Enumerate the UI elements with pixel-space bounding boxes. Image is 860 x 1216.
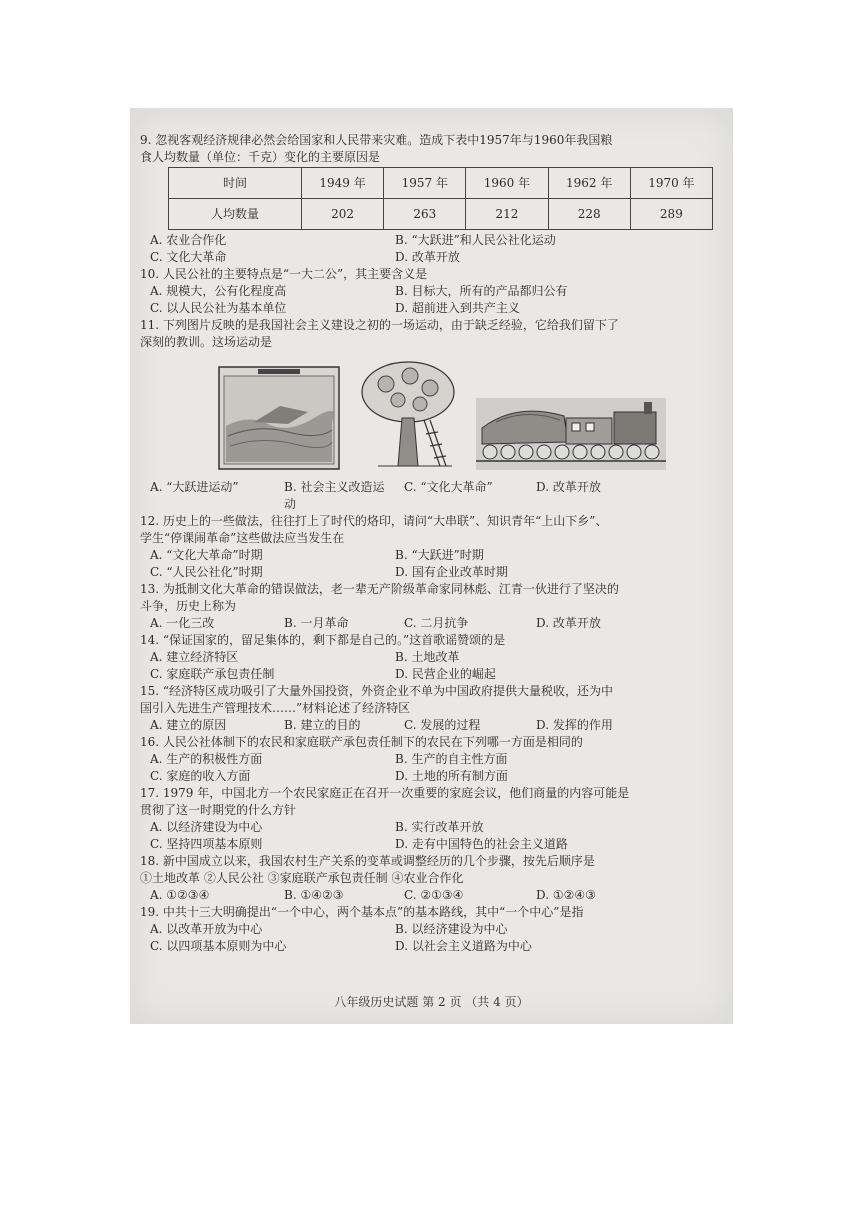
option-d[interactable]: D. 民营企业的崛起 — [395, 667, 496, 681]
question-10-options — [140, 283, 725, 317]
option-b[interactable]: B. 建立的目的 — [284, 718, 361, 732]
table-cell: 时间 — [169, 168, 302, 199]
question-9-options — [140, 232, 725, 266]
question-15 — [140, 683, 725, 734]
tree-cartoon-image — [358, 358, 458, 475]
question-17-options — [140, 819, 725, 853]
question-16 — [140, 734, 725, 785]
exam-page — [130, 108, 733, 1024]
option-d[interactable]: D. 改革开放 — [395, 250, 460, 264]
table-row — [169, 199, 713, 230]
question-18-stem: 18. 新中国成立以来，我国农村生产关系的变革或调整经历的几个步骤，按先后顺序是 — [140, 854, 595, 868]
question-11-options — [140, 479, 725, 513]
table-cell: 202 — [302, 199, 384, 230]
option-b[interactable]: B. 实行改革开放 — [395, 820, 484, 834]
question-13-stem-line2: 斗争，历史上称为 — [140, 599, 237, 613]
table-cell: 263 — [384, 199, 466, 230]
page-footer: 八年级历史试题 第 2 页 （共 4 页） — [334, 995, 529, 1009]
question-14 — [140, 632, 725, 683]
option-c[interactable]: C. 家庭的收入方面 — [150, 769, 251, 783]
question-9-stem-line2: 食人均数量（单位：千克）变化的主要原因是 — [140, 150, 381, 164]
option-b[interactable]: B. “大跃进”时期 — [395, 548, 484, 562]
question-11-stem-line1: 11. 下列图片反映的是我国社会主义建设之初的一场运动，由于缺乏经验，它给我们留下了 — [140, 318, 619, 332]
question-15-stem-line1: 15. “经济特区成功吸引了大量外国投资，外资企业不单为中国政府提供大量税收，还为中 — [140, 684, 614, 698]
question-14-options — [140, 649, 725, 683]
option-b[interactable]: B. “大跃进”和人民公社化运动 — [395, 233, 556, 247]
question-18-options — [140, 887, 725, 904]
question-18 — [140, 853, 725, 904]
question-list — [140, 132, 725, 955]
question-13 — [140, 581, 725, 632]
poster-image — [218, 366, 340, 475]
option-b[interactable]: B. 社会主义改造运动 — [284, 480, 385, 511]
option-a[interactable]: A. 规模大，公有化程度高 — [150, 284, 287, 298]
table-cell: 1949 年 — [302, 168, 384, 199]
option-b[interactable]: B. 土地改革 — [395, 650, 460, 664]
option-b[interactable]: B. 生产的自主性方面 — [395, 752, 508, 766]
table-cell: 212 — [466, 199, 548, 230]
option-b[interactable]: B. 以经济建设为中心 — [395, 922, 508, 936]
option-d[interactable]: D. 改革开放 — [536, 480, 601, 494]
question-16-stem: 16. 人民公社体制下的农民和家庭联产承包责任制下的农民在下列哪一方面是相同的 — [140, 735, 583, 749]
option-d[interactable]: D. 发挥的作用 — [536, 718, 613, 732]
table-header-row — [169, 168, 713, 199]
question-15-stem-line2: 国引入先进生产管理技术……”材料论述了经济特区 — [140, 701, 411, 715]
question-17 — [140, 785, 725, 853]
grain-per-capita-table — [168, 167, 713, 230]
question-12-options — [140, 547, 725, 581]
option-a[interactable]: A. 建立的原因 — [150, 718, 227, 732]
option-a[interactable]: A. 一化三改 — [150, 616, 215, 630]
table-cell: 1960 年 — [466, 168, 548, 199]
train-cartoon-image — [476, 398, 666, 475]
option-a[interactable]: A. “文化大革命”时期 — [150, 548, 263, 562]
option-a[interactable]: A. 建立经济特区 — [150, 650, 239, 664]
option-c[interactable]: C. 坚持四项基本原则 — [150, 837, 263, 851]
option-b[interactable]: B. 目标大，所有的产品都归公有 — [395, 284, 568, 298]
option-d[interactable]: D. 改革开放 — [536, 616, 601, 630]
option-d[interactable]: D. ①②④③ — [536, 888, 596, 902]
table-cell: 1970 年 — [630, 168, 712, 199]
option-c[interactable]: C. 以四项基本原则为中心 — [150, 939, 287, 953]
option-c[interactable]: C. 文化大革命 — [150, 250, 227, 264]
option-d[interactable]: D. 以社会主义道路为中心 — [395, 939, 532, 953]
option-c[interactable]: C. 家庭联产承包责任制 — [150, 667, 275, 681]
table-cell: 1957 年 — [384, 168, 466, 199]
option-a[interactable]: A. 生产的积极性方面 — [150, 752, 263, 766]
question-12-stem-line2: 学生“停课闹革命”这些做法应当发生在 — [140, 531, 345, 545]
option-c[interactable]: C. ②①③④ — [404, 888, 464, 902]
question-10-stem: 10. 人民公社的主要特点是“一大二公”，其主要含义是 — [140, 267, 428, 281]
question-17-stem-line1: 17. 1979 年，中国北方一个农民家庭正在召开一次重要的家庭会议，他们商量的内容可能是 — [140, 786, 630, 800]
option-d[interactable]: D. 走有中国特色的社会主义道路 — [395, 837, 568, 851]
option-a[interactable]: A. 以改革开放为中心 — [150, 922, 263, 936]
option-d[interactable]: D. 土地的所有制方面 — [395, 769, 508, 783]
question-13-options — [140, 615, 725, 632]
table-cell: 228 — [548, 199, 630, 230]
question-14-stem: 14. “保证国家的，留足集体的，剩下都是自己的。”这首歌谣赞颂的是 — [140, 633, 506, 647]
question-9-stem-line1: 9. 忽视客观经济规律必然会给国家和人民带来灾难。造成下表中1957年与1960年我国粮 — [140, 133, 613, 147]
option-d[interactable]: D. 超前进入到共产主义 — [395, 301, 520, 315]
table-cell: 289 — [630, 199, 712, 230]
question-15-options — [140, 717, 725, 734]
table-cell: 1962 年 — [548, 168, 630, 199]
option-d[interactable]: D. 国有企业改革时期 — [395, 565, 508, 579]
option-a[interactable]: A. “大跃进运动” — [150, 480, 239, 494]
question-11 — [140, 317, 725, 513]
table-cell: 人均数量 — [169, 199, 302, 230]
question-11-images — [140, 357, 725, 475]
question-19-stem: 19. 中共十三大明确提出“一个中心，两个基本点”的基本路线，其中“一个中心”是指 — [140, 905, 584, 919]
option-b[interactable]: B. ①④②③ — [284, 888, 344, 902]
question-12 — [140, 513, 725, 581]
question-11-stem-line2: 深刻的教训。这场运动是 — [140, 335, 273, 349]
option-c[interactable]: C. 二月抗争 — [404, 616, 469, 630]
question-12-stem-line1: 12. 历史上的一些做法，往往打上了时代的烙印，请问“大串联”、知识青年“上山下乡”、 — [140, 514, 608, 528]
option-c[interactable]: C. “人民公社化”时期 — [150, 565, 263, 579]
question-13-stem-line1: 13. 为抵制文化大革命的错误做法，老一辈无产阶级革命家同林彪、江青一伙进行了坚决的 — [140, 582, 619, 596]
question-19 — [140, 904, 725, 955]
option-a[interactable]: A. 以经济建设为中心 — [150, 820, 263, 834]
option-c[interactable]: C. 以人民公社为基本单位 — [150, 301, 287, 315]
option-a[interactable]: A. ①②③④ — [150, 888, 210, 902]
question-18-items: ①土地改革 ②人民公社 ③家庭联产承包责任制 ④农业合作化 — [140, 871, 464, 885]
question-19-options — [140, 921, 725, 955]
question-16-options — [140, 751, 725, 785]
question-17-stem-line2: 贯彻了这一时期党的什么方针 — [140, 803, 297, 817]
question-10 — [140, 266, 725, 317]
option-c[interactable]: C. “文化大革命” — [404, 480, 493, 494]
option-a[interactable]: A. 农业合作化 — [150, 233, 227, 247]
option-b[interactable]: B. 一月革命 — [284, 616, 349, 630]
option-c[interactable]: C. 发展的过程 — [404, 718, 481, 732]
question-9 — [140, 132, 725, 266]
